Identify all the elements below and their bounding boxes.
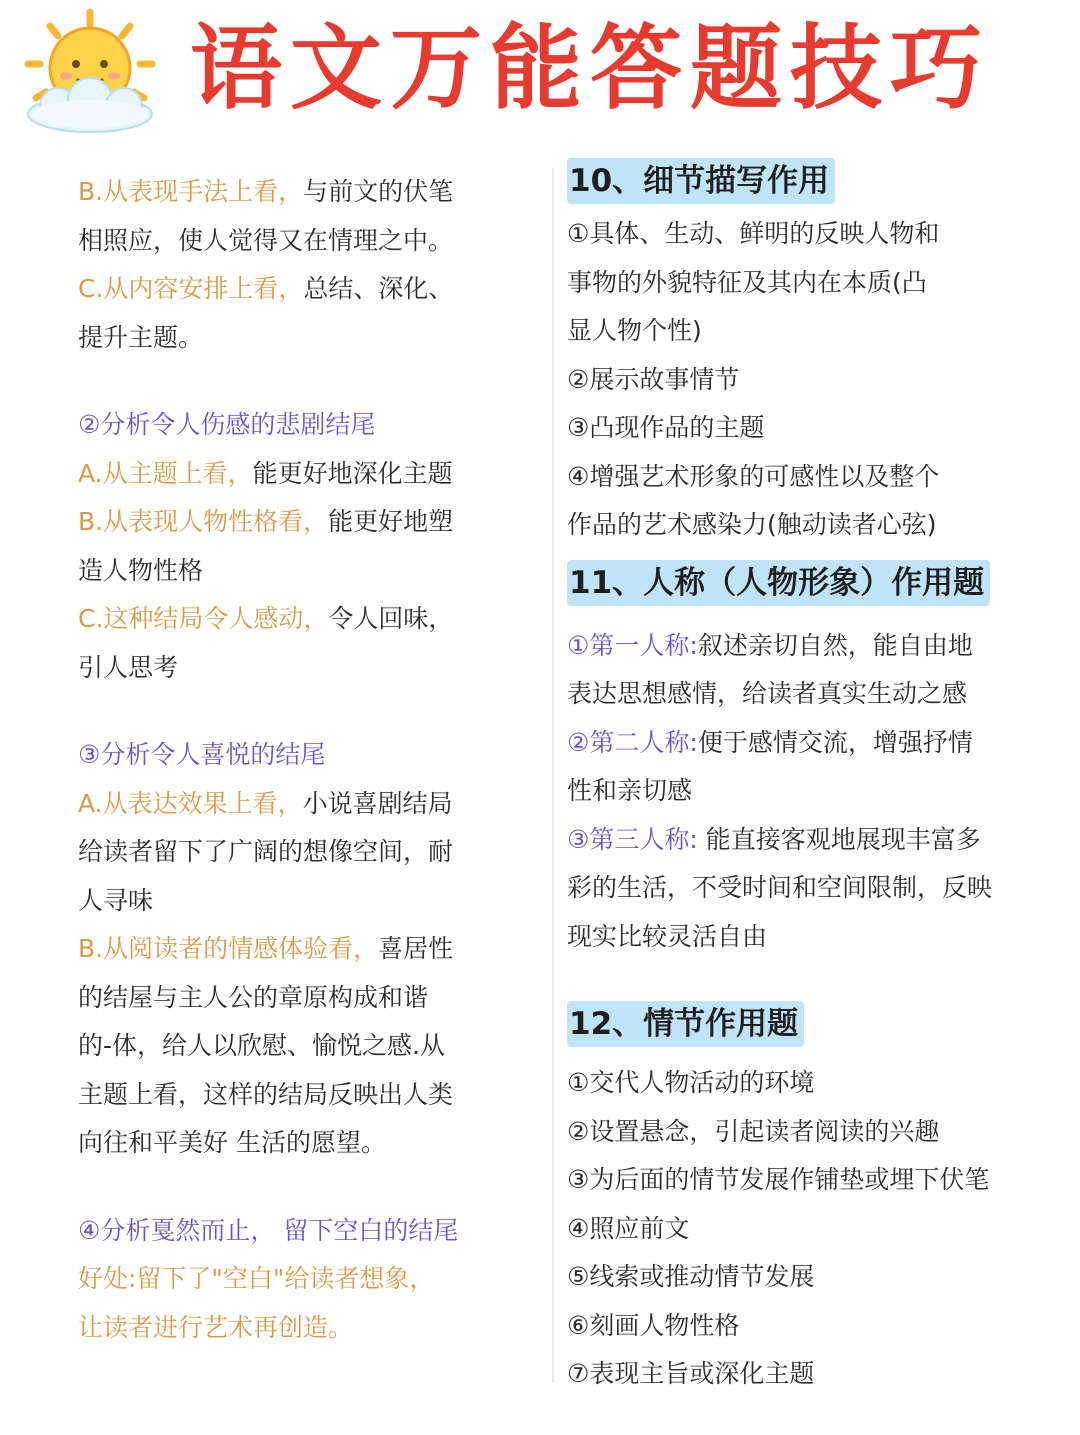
point-text: 令人回味， bbox=[328, 604, 454, 633]
point-text: 能更好地深化主题 bbox=[252, 458, 453, 488]
text-line bbox=[78, 450, 518, 499]
list-item: 表达思想感情，给读者真实生动之感 bbox=[567, 679, 968, 708]
point-label: B.从表现人物性格看， bbox=[78, 507, 329, 536]
list-item: ②设置悬念，引起读者阅读的兴趣 bbox=[567, 1116, 940, 1146]
column-divider bbox=[552, 168, 554, 1383]
point-label: C.从内容安排上看， bbox=[78, 274, 304, 303]
list-item: ⑥刻画人物性格 bbox=[567, 1310, 740, 1340]
list-item: ①交代人物活动的环境 bbox=[567, 1068, 815, 1097]
point-label: B.从表现手法上看， bbox=[78, 177, 304, 206]
list-item: ⑤线索或推动情节发展 bbox=[567, 1262, 815, 1291]
point-label: B.从阅读者的情感体验看， bbox=[78, 934, 379, 963]
point-label: C.这种结局令人感动， bbox=[78, 604, 329, 633]
point-label: A.从主题上看， bbox=[78, 458, 253, 488]
subsection-heading: ②分析令人伤感的悲剧结尾 bbox=[78, 410, 376, 439]
text-line: 引人思考 bbox=[78, 652, 179, 682]
list-item bbox=[567, 622, 1047, 671]
text-line: 好处:留下了"空白"给读者想象， bbox=[78, 1264, 435, 1293]
right-column bbox=[567, 158, 1047, 1399]
list-item: ⑦表现主旨或深化主题 bbox=[567, 1359, 815, 1388]
list-item: ②展示故事情节 bbox=[567, 364, 740, 394]
text-line bbox=[78, 265, 518, 314]
text-line bbox=[78, 780, 518, 829]
list-item: 作品的艺术感染力(触动读者心弦) bbox=[567, 510, 937, 539]
list-item: 性和亲切感 bbox=[567, 776, 693, 805]
header bbox=[0, 0, 1080, 150]
list-item: ④增强艺术形象的可感性以及整个 bbox=[567, 461, 940, 491]
text-line: 的-体，给人以欣慰、愉悦之感.从 bbox=[78, 1031, 445, 1060]
item-text: 叙述亲切自然，能自由地 bbox=[697, 630, 973, 660]
list-item: ③为后面的情节发展作铺垫或埋下伏笔 bbox=[567, 1165, 990, 1194]
section-heading: 11、人称（人物形象）作用题 bbox=[567, 560, 990, 606]
item-label: ③第三人称: bbox=[567, 824, 698, 854]
list-item: 现实比较灵活自由 bbox=[567, 921, 768, 951]
item-text: 能直接客观地展现丰富多 bbox=[697, 824, 981, 854]
list-item: 显人物个性) bbox=[567, 316, 702, 345]
section-heading: 10、细节描写作用 bbox=[567, 158, 835, 204]
point-label: A.从表达效果上看， bbox=[78, 788, 303, 818]
section-heading: 12、情节作用题 bbox=[567, 1001, 804, 1047]
list-item: 彩的生活，不受时间和空间限制，反映 bbox=[567, 873, 993, 902]
text-line: 人寻味 bbox=[78, 885, 154, 915]
list-item: ③凸现作品的主题 bbox=[567, 413, 765, 442]
text-line bbox=[78, 168, 518, 217]
point-text: 喜居性 bbox=[378, 934, 454, 963]
text-line bbox=[78, 595, 518, 644]
point-text: 能更好地塑 bbox=[328, 507, 454, 536]
item-label: ②第二人称: bbox=[567, 727, 698, 757]
text-line: 造人物性格 bbox=[78, 555, 204, 585]
text-line: 相照应，使人觉得又在情理之中。 bbox=[78, 225, 454, 255]
subsection-heading: ④分析戛然而止， 留下空白的结尾 bbox=[78, 1215, 459, 1245]
list-item: ①具体、生动、鲜明的反映人物和 bbox=[567, 219, 940, 248]
text-line: 的结屋与主人公的章原构成和谐 bbox=[78, 982, 429, 1012]
item-text: 便于感情交流，增强抒情 bbox=[697, 727, 973, 757]
text-line: 给读者留下了广阔的想像空间，耐 bbox=[78, 837, 454, 866]
text-line bbox=[78, 925, 518, 974]
point-text: 与前文的伏笔 bbox=[303, 177, 454, 206]
sun-cloud-icon bbox=[18, 6, 168, 141]
list-item bbox=[567, 719, 1047, 768]
point-text: 总结、深化、 bbox=[303, 274, 454, 303]
list-item: ④照应前文 bbox=[567, 1213, 690, 1243]
text-line: 向往和平美好 生活的愿望。 bbox=[78, 1128, 386, 1157]
list-item: 事物的外貌特征及其内在本质(凸 bbox=[567, 267, 927, 297]
text-line: 让读者进行艺术再创造。 bbox=[78, 1312, 354, 1342]
point-text: 小说喜剧结局 bbox=[302, 788, 453, 818]
left-column bbox=[78, 168, 518, 1352]
page-title: 语文万能答题技巧 bbox=[190, 15, 991, 122]
item-label: ①第一人称: bbox=[567, 630, 698, 660]
list-item bbox=[567, 816, 1047, 865]
text-line bbox=[78, 498, 518, 547]
text-line: 主题上看，这样的结局反映出人类 bbox=[78, 1079, 454, 1109]
subsection-heading: ③分析令人喜悦的结尾 bbox=[78, 740, 326, 769]
text-line: 提升主题。 bbox=[78, 322, 204, 352]
